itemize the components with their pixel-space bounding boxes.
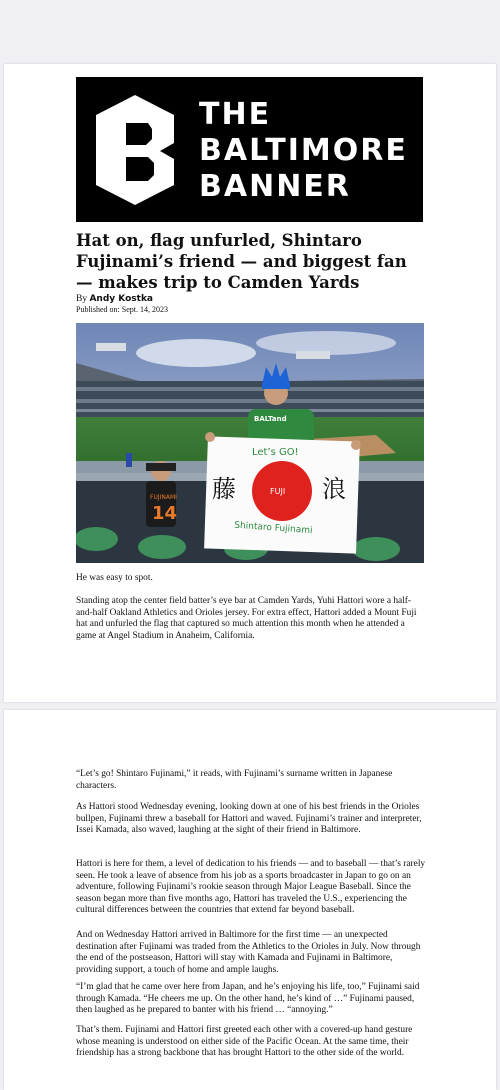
paragraph-8: That’s them. Fujinami and Hattori first greeted each other with a covered-up hand gesture whose meaning is understood on either side of the Pacific Ocean. At the same time, their friendship has a strong backbone that has brought Hattori to the other side of the world. [76, 1025, 413, 1059]
shirt-text: BALTand [254, 415, 287, 423]
byline [76, 293, 153, 305]
paragraph-7: “I’m glad that he came over here from Japan, and he’s enjoying his life, too,” Fujinami said through Kamada. “He cheers me up. On the other hand, he’s kind of …” Fujinami paused, then laughed as he prepared to banter with his friend … “annoying.” [76, 982, 420, 1016]
article-photo [76, 323, 424, 563]
author-name: Andy Kostka [89, 294, 154, 304]
paragraph-4: As Hattori stood Wednesday evening, looking down at one of his best friends in the Orioles bullpen, Fujinami threw a baseball for Hattori and waved. Fujinami’s trainer and interpreter, Issei Kamada, also waved, laughing at the sight of their friend in Baltimore. [76, 802, 422, 836]
flag-left-kanji: 藤 [212, 475, 236, 503]
logo-line-1: THE [199, 97, 272, 132]
logo-line-3: BANNER [199, 169, 351, 204]
document-page-1 [4, 64, 496, 702]
letter-b-logo-icon [90, 91, 180, 209]
paragraph-3: “Let’s go! Shintaro Fujinami,” it reads, with Fujinami’s surname written in Japanese characters. [76, 769, 393, 791]
document-page-2 [4, 710, 496, 1090]
logo-line-2: BALTIMORE [199, 133, 408, 168]
flag-bottom-text: Shintaro Fujinami [233, 520, 313, 537]
flag-right-kanji: 浪 [322, 475, 346, 503]
flag-center-text: FUJI [270, 487, 286, 496]
paragraph-2: Standing atop the center field batter’s eye bar at Camden Yards, Yuhi Hattori wore a half-and-half Oakland Athletics and Orioles jersey. For extra effect, Hattori added a Mount Fuji hat and unfurled the flag that captured so much attention this month when he attended a game at Angel Stadium in Anaheim, California. [76, 596, 417, 641]
baltimore-banner-logo [76, 77, 423, 222]
jersey-number: 14 [152, 503, 178, 524]
byline-prefix: By [76, 294, 90, 304]
published-date: Published on: Sept. 14, 2023 [76, 305, 169, 314]
jersey-name: FUJINAMI [150, 494, 177, 501]
article-headline: Hat on, flag unfurled, Shintaro Fujinami’s friend — and biggest fan — makes trip to Camden Yards [76, 231, 407, 292]
paragraph-6: And on Wednesday Hattori arrived in Baltimore for the first time — an unexpected destination after Fujinami was traded from the Athletics to the Orioles in July. Now through the end of the postseason, Hattori will stay with Kamada and Fujinami in Baltimore, providing support, a touch of home and ample laughs. [76, 930, 421, 975]
paragraph-1: He was easy to spot. [76, 573, 153, 583]
stadium-photo-illustration [76, 323, 424, 563]
logo-wordmark [199, 97, 408, 205]
flag-top-text: Let’s GO! [252, 447, 299, 458]
paragraph-5: Hattori is here for them, a level of dedication to his friends — and to baseball — that’s rarely seen. He took a leave of absence from his job as a sports broadcaster in Japan to go on an adventure, following Fujinami’s rookie season through Major League Baseball. Since the season began more than five months ago, Hattori has traveled the U.S., experiencing the cultural differences between the countries that extend far beyond baseball. [76, 859, 426, 916]
